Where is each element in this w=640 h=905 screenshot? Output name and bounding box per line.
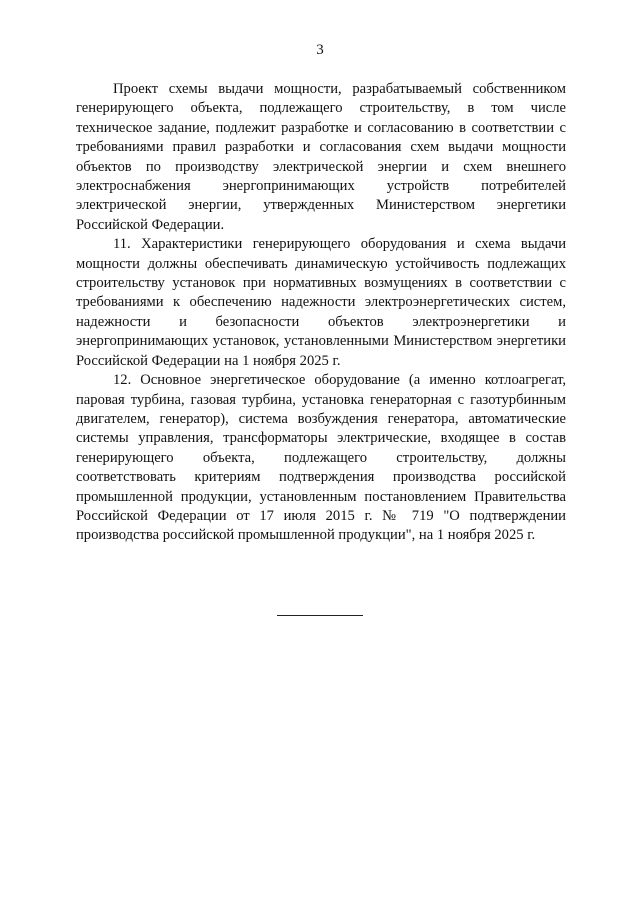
paragraph-11-equipment-characteristics: 11. Характеристики генерирующего оборудования и схема выдачи мощности должны обеспечивать динамическую устойчивость подлежащих строительству установок при нормативных возмущениях в соответствии с требованиями к обеспечению надежности электроэнергетических систем, надежности и безопасности объектов электроэнергетики и энергопринимающих установок, установленными Министерством энергетики Российской Федерации на 1 ноября 2025 г.: [76, 236, 566, 369]
paragraph-12-main-power-equipment: 12. Основное энергетическое оборудование (а именно котлоагрегат, паровая турбина, газовая турбина, установка генераторная с газотурбинным двигателем, генератор), система возбуждения генератора, автоматические системы управления, трансформаторы электрические, входящее в состав генерирующего объекта, подлежащего строительству, должны соответствовать критериям подтверждения производства российской промышленной продукции, установленным постановлением Правительства Российской Федерации от 17 июля 2015 г. № 719 "О подтверждении производства российской промышленной продукции", на 1 ноября 2025 г.: [76, 372, 566, 544]
page-number: 3: [316, 42, 324, 58]
paragraph-power-output-scheme: Проект схемы выдачи мощности, разрабатываемый собственником генерирующего объекта, подлежащего строительству, в том числе техническое задание, подлежит разработке и согласованию в соответствии с требованиями правил разработки и согласования схем выдачи мощности объектов по производству электрической энергии и схем внешнего электроснабжения энергопринимающих устройств потребителей электрической энергии, утвержденных Министерством энергетики Российской Федерации.: [76, 81, 566, 233]
document-body: [76, 80, 566, 546]
closing-separator-line: [277, 615, 363, 616]
